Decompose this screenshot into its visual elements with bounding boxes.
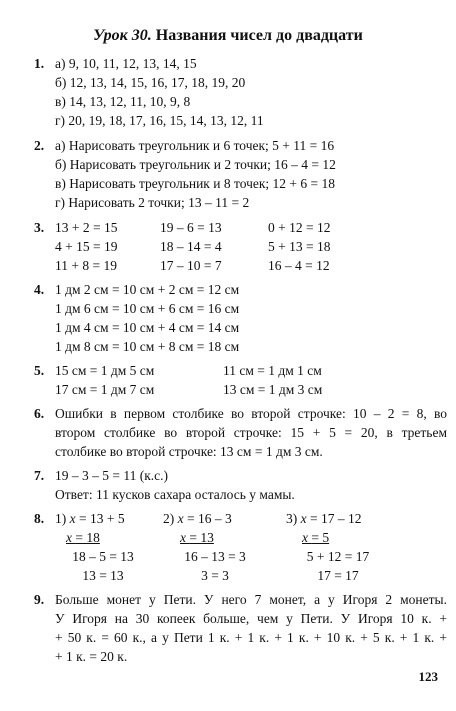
exercise-4-line-1: 1 дм 2 см = 10 см + 2 см = 12 см bbox=[55, 282, 240, 297]
exercise-1-line-b: б) 12, 13, 14, 15, 16, 17, 18, 19, 20 bbox=[55, 75, 246, 90]
exercise-8-result-1: 13 = 13 bbox=[82, 568, 124, 583]
exercise-5-col1-row2: 17 см = 1 дм 7 см bbox=[55, 382, 155, 397]
exercise-7-solution: 19 – 3 – 5 = 11 (к.с.) bbox=[55, 468, 169, 483]
exercise-3-col3-row3: 16 – 4 = 12 bbox=[268, 258, 330, 273]
exercise-3-number: 3. bbox=[34, 220, 45, 235]
exercise-9-number: 9. bbox=[34, 592, 45, 607]
exercise-8-result-2: 3 = 3 bbox=[201, 568, 229, 583]
exercise-3-col2-row3: 17 – 10 = 7 bbox=[160, 258, 222, 273]
exercise-4-line-2: 1 дм 6 см = 10 см + 6 см = 16 см bbox=[55, 301, 240, 316]
exercise-2-line-b: б) Нарисовать треугольник и 2 точки; 16 – 4 = 12 bbox=[55, 157, 336, 172]
exercise-8-number: 8. bbox=[34, 511, 45, 526]
exercise-7-number: 7. bbox=[34, 468, 45, 483]
exercise-8-check-2: 16 – 13 = 3 bbox=[184, 549, 246, 564]
exercise-5-col1-row1: 15 см = 1 дм 5 см bbox=[55, 363, 155, 378]
exercise-1-number: 1. bbox=[34, 56, 45, 71]
exercise-3-col1-row3: 11 + 8 = 19 bbox=[55, 258, 117, 273]
exercise-3-col2-row1: 19 – 6 = 13 bbox=[160, 220, 222, 235]
exercise-7-answer: Ответ: 11 кусков сахара осталось у мамы. bbox=[55, 487, 295, 502]
exercise-3-col3-row1: 0 + 12 = 12 bbox=[268, 220, 331, 235]
exercise-3-col3-row2: 5 + 13 = 18 bbox=[268, 239, 331, 254]
exercise-6-line-3: столбике во второй строчке: 13 см = 1 дм 3 см. bbox=[55, 444, 323, 459]
exercise-8-check-3: 5 + 12 = 17 bbox=[306, 549, 370, 564]
exercise-8-answer-3: x = 5 bbox=[302, 530, 330, 545]
exercise-6-line-1: Ошибки в первом столбике во второй строчке: 10 – 2 = 8, во bbox=[55, 406, 447, 421]
exercise-3-col1-row2: 4 + 15 = 19 bbox=[55, 239, 118, 254]
exercise-4-line-4: 1 дм 8 см = 10 см + 8 см = 18 см bbox=[55, 339, 240, 354]
exercise-1-line-c: в) 14, 13, 12, 11, 10, 9, 8 bbox=[55, 94, 191, 109]
lesson-name: Названия чисел до двадцати bbox=[155, 27, 363, 44]
exercise-8-eq-2: 2) x = 16 – 3 bbox=[163, 511, 232, 526]
exercise-6-line-2: втором столбике во второй строчке: 15 + 5 = 20, в третьем bbox=[55, 425, 447, 440]
exercise-8-check-1: 18 – 5 = 13 bbox=[72, 549, 134, 564]
exercise-1-line-d: г) 20, 19, 18, 17, 16, 15, 14, 13, 12, 11 bbox=[55, 113, 264, 128]
exercise-5-col2-row2: 13 см = 1 дм 3 см bbox=[223, 382, 323, 397]
exercise-2-line-d: г) Нарисовать 2 точки; 13 – 11 = 2 bbox=[55, 195, 250, 210]
exercise-6-number: 6. bbox=[34, 406, 45, 421]
exercise-8-eq-3: 3) x = 17 – 12 bbox=[286, 511, 362, 526]
exercise-2-number: 2. bbox=[34, 138, 45, 153]
exercise-8-eq-1: 1) x = 13 + 5 bbox=[55, 511, 125, 526]
page-number: 123 bbox=[418, 669, 438, 684]
exercise-5-number: 5. bbox=[34, 363, 45, 378]
exercise-9-line-2: У Игоря на 30 копеек больше, чем у Пети. У Игоря 10 к. + bbox=[55, 611, 447, 626]
exercise-4-line-3: 1 дм 4 см = 10 см + 4 см = 14 см bbox=[55, 320, 240, 335]
exercise-9-line-4: + 1 к. = 20 к. bbox=[55, 649, 128, 664]
exercise-2-line-c: в) Нарисовать треугольник и 8 точек; 12 + 6 = 18 bbox=[55, 176, 336, 191]
page-title bbox=[0, 26, 456, 46]
exercise-9-line-1: Больше монет у Пети. У него 7 монет, а у Игоря 2 монеты. bbox=[55, 592, 447, 607]
exercise-8-result-3: 17 = 17 bbox=[317, 568, 359, 583]
exercise-1-line-a: а) 9, 10, 11, 12, 13, 14, 15 bbox=[55, 56, 197, 71]
lesson-number: Урок 30. bbox=[93, 27, 152, 44]
exercise-2-line-a: а) Нарисовать треугольник и 6 точек; 5 + 11 = 16 bbox=[55, 138, 335, 153]
exercise-8-answer-1: x = 18 bbox=[66, 530, 100, 545]
exercise-4-number: 4. bbox=[34, 282, 45, 297]
exercise-3-col1-row1: 13 + 2 = 15 bbox=[55, 220, 118, 235]
exercise-3-col2-row2: 18 – 14 = 4 bbox=[160, 239, 222, 254]
exercise-9-line-3: + 50 к. = 60 к., а у Пети 1 к. + 1 к. + 1 к. + 10 к. + 5 к. + 1 к. + bbox=[55, 630, 447, 645]
exercise-8-answer-2: x = 13 bbox=[180, 530, 214, 545]
exercise-5-col2-row1: 11 см = 1 дм 1 см bbox=[223, 363, 322, 378]
